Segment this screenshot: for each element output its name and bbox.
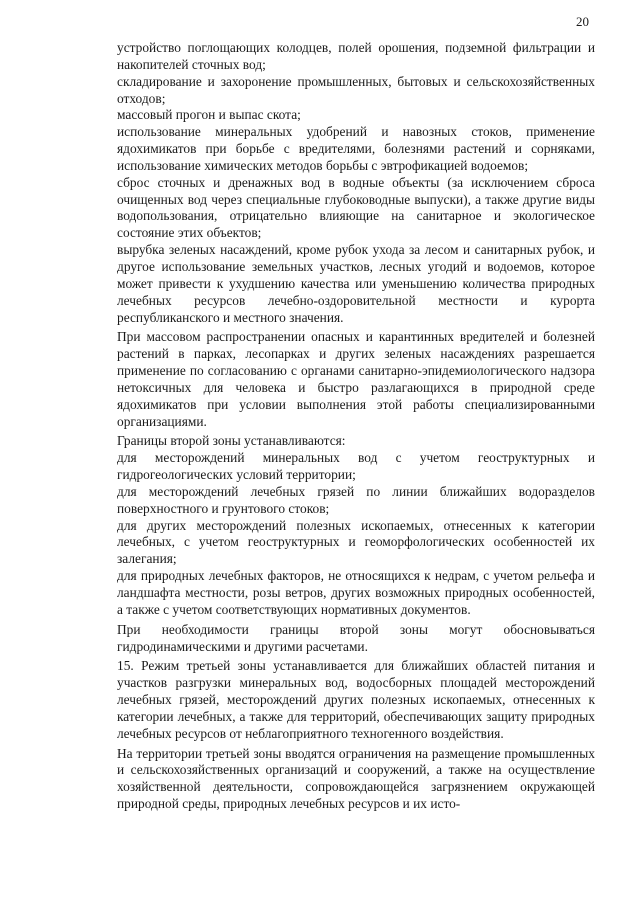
paragraph: для месторождений лечебных грязей по линии ближайших водоразделов поверхностного и грунтового стоков; xyxy=(117,483,595,516)
document-body xyxy=(117,40,595,813)
paragraph: Границы второй зоны устанавливаются: xyxy=(117,433,346,449)
paragraph: вырубка зеленых насаждений, кроме рубок ухода за лесом и санитарных рубок, и другое использование земельных участков, лесных угодий и водоемов, которое может привести к ухудшению качества или уменьшению количества природных лечебных ресурсов лечебно-оздоровительной местности и курорта республиканского и местного значения. xyxy=(117,242,595,325)
page-number: 20 xyxy=(576,14,589,29)
paragraph: для других месторождений полезных ископаемых, отнесенных к категории лечебных, с учетом геоструктурных и геоморфологических особенностей их залегания; xyxy=(117,517,595,567)
paragraph: На территории третьей зоны вводятся ограничения на размещение промышленных и сельскохозяйственных организаций и сооружений, а также на осуществление хозяйственной деятельности, сопровождающейся загрязнением окружающей природной среды, природных лечебных ресурсов и их исто- xyxy=(117,745,595,812)
paragraph: устройство поглощающих колодцев, полей орошения, подземной фильтрации и накопителей сточных вод; xyxy=(117,40,595,72)
paragraph: 15. Режим третьей зоны устанавливается для ближайших областей питания и участков разгрузки минеральных вод, водосборных площадей месторождений лечебных грязей, месторождений других полезных ископаемых, отнесенных к категории лечебных, а также для территорий, обеспечивающих защиту природных лечебных ресурсов от неблагоприятного техногенного воздействия. xyxy=(117,658,595,741)
paragraph: сброс сточных и дренажных вод в водные объекты (за исключением сброса очищенных вод через специальные глубоководные выпуски), а также другие виды водопользования, отрицательно влияющие на санитарное и экологическое состояние этих объектов; xyxy=(117,174,595,241)
paragraph: для природных лечебных факторов, не относящихся к недрам, с учетом рельефа и ландшафта местности, розы ветров, других возможных природных особенностей, а также с учетом соответствующих нормативных документов. xyxy=(117,568,595,617)
paragraph: складирование и захоронение промышленных, бытовых и сельскохозяйственных отходов; xyxy=(117,73,595,106)
paragraph: массовый прогон и выпас скота; xyxy=(117,107,301,123)
paragraph: При необходимости границы второй зоны могут обосновываться гидродинамическими и другими расчетами. xyxy=(117,621,595,654)
paragraph: использование минеральных удобрений и навозных стоков, применение ядохимикатов при борьбе с вредителями, болезнями растений и сорняками, использование химических методов борьбы с эвтрофикацией водоемов; xyxy=(117,124,595,173)
paragraph: для месторождений минеральных вод с учетом геоструктурных и гидрогеологических условий территории; xyxy=(117,450,595,483)
paragraph: При массовом распространении опасных и карантинных вредителей и болезней растений в парках, лесопарках и других зеленых насаждениях разрешается применение по согласованию с органами санитарно-эпидемиологического надзора нетоксичных для человека и быстро разлагающихся в природной среде ядохимикатов при условии выполнения этой работы специализированными организациями. xyxy=(117,329,595,429)
